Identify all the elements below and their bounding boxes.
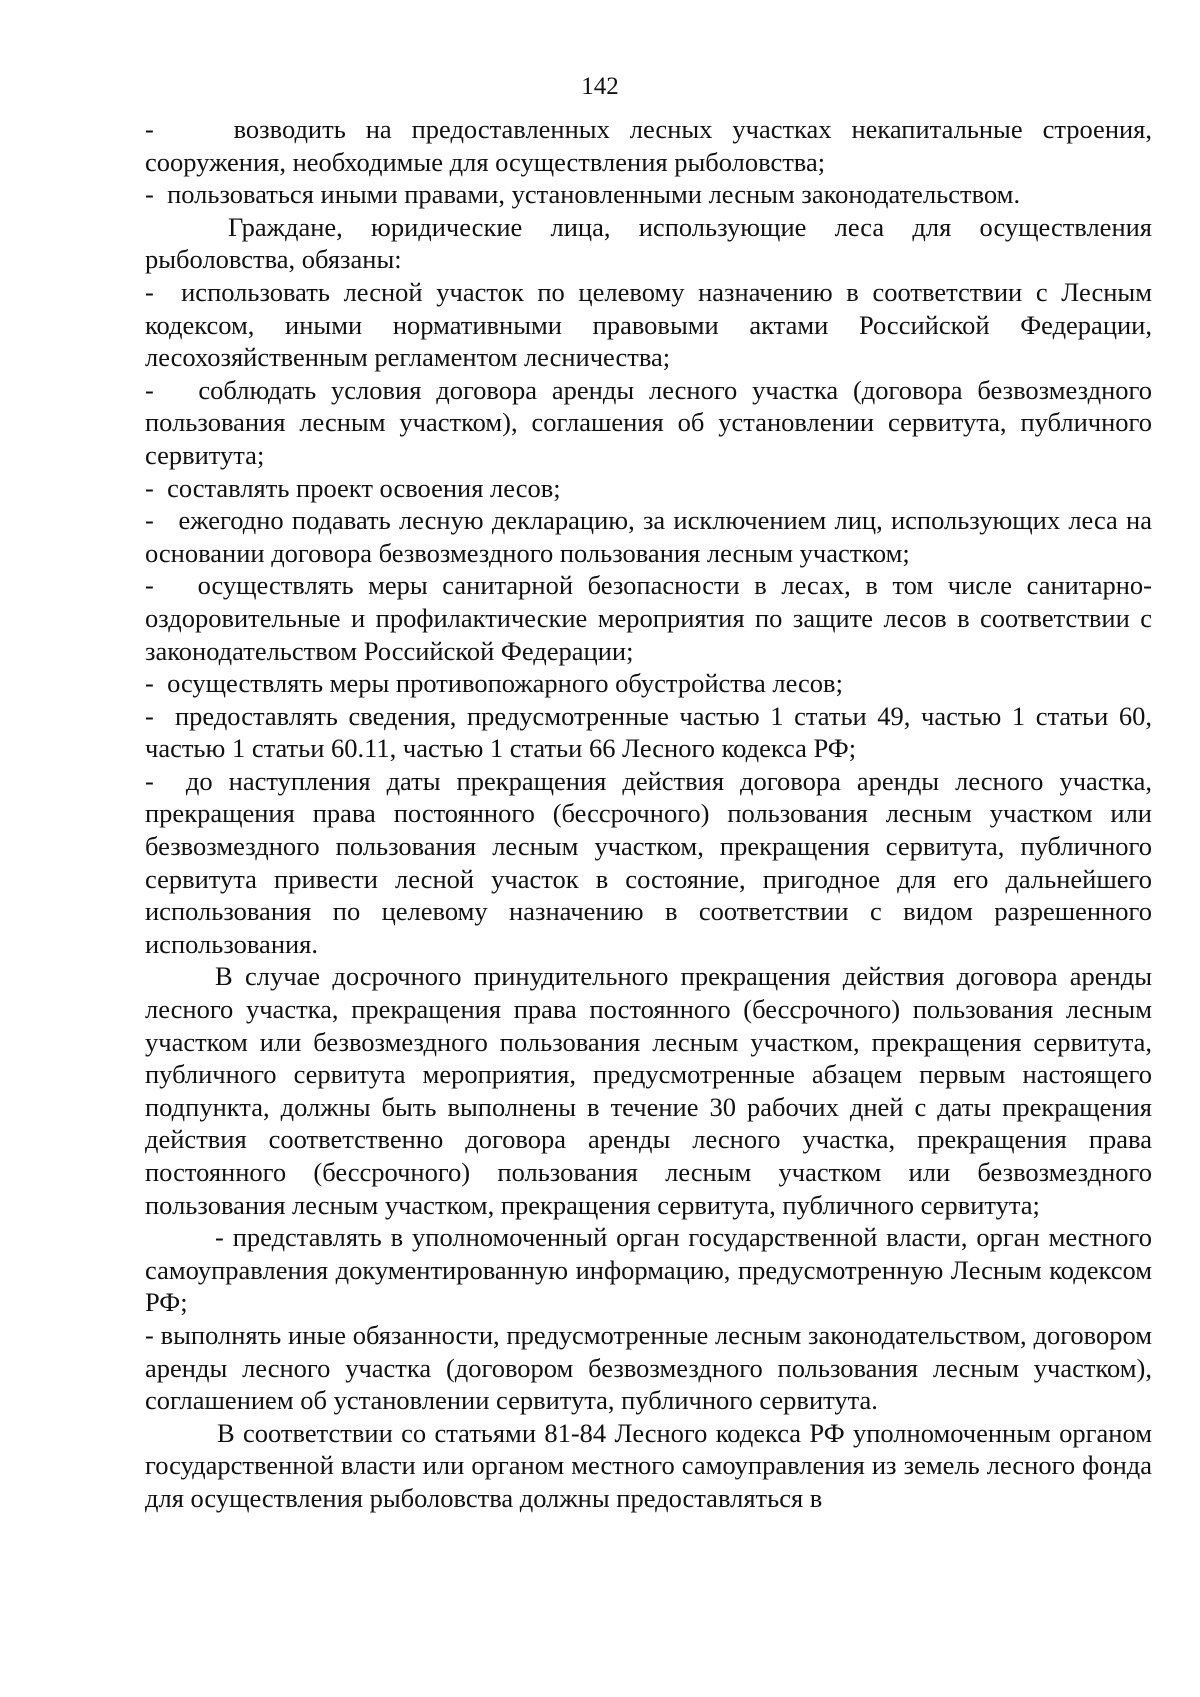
- paragraph-early-termination: В случае досрочного принудительного прекращения действия договора аренды лесного участка, прекращения права постоянного (бессрочного) пользования лесным участком или безвозмездного пользования лесным участком, прекращения сервитута, публичного сервитута мероприятия, предусмотренные абзацем первым настоящего подпункта, должны быть выполнены в течение 30 рабочих дней с даты прекращения действия соответственно договора аренды лесного участка, прекращения права постоянного (бессрочного) пользования лесным участком или безвозмездного пользования лесным участком, прекращения сервитута, публичного сервитута;: [145, 961, 1152, 1220]
- paragraph-obligation-restore-plot: - до наступления даты прекращения действия договора аренды лесного участка, прекращения права постоянного (бессрочного) пользования лесным участком или безвозмездного пользования лесным участком, прекращения сервитута, публичного сервитута привести лесной участок в состояние, пригодное для его дальнейшего использования по целевому назначению в соответствии с видом разрешенного использования.: [145, 765, 1159, 959]
- paragraph-right-other: - пользоваться иными правами, установленными лесным законодательством.: [145, 179, 1021, 210]
- paragraph-obligation-sanitary: - осуществлять меры санитарной безопасности в лесах, в том числе санитарно-оздоровительные и профилактические мероприятия по защите лесов в соответствии с законодательством Российской Федерации;: [145, 570, 1159, 666]
- paragraph-obligations-intro: Граждане, юридические лица, использующие леса для осуществления рыболовства, обязаны:: [145, 211, 1152, 275]
- paragraph-obligation-project: - составлять проект освоения лесов;: [145, 472, 561, 503]
- paragraph-obligation-use-plot: - использовать лесной участок по целевому назначению в соответствии с Лесным кодексом, иными нормативными правовыми актами Российской Федерации, лесохозяйственным регламентом лесничества;: [145, 276, 1159, 373]
- paragraph-obligation-other: - выполнять иные обязанности, предусмотренные лесным законодательством, договором аренды лесного участка (договором безвозмездного пользования лесным участком), соглашением об установлении сервитута, публичного сервитута.: [145, 1319, 1152, 1416]
- paragraph-obligation-documented-info: - представлять в уполномоченный орган государственной власти, орган местного самоуправления документированную информацию, предусмотренную Лесным кодексом РФ;: [145, 1222, 1152, 1318]
- paragraph-right-build-structures: - возводить на предоставленных лесных участках некапитальные строения, сооружения, необходимые для осуществления рыболовства;: [145, 114, 1159, 177]
- paragraph-obligation-contract-terms: - соблюдать условия договора аренды лесного участка (договора безвозмездного пользования лесным участком), соглашения об установлении сервитута, публичного сервитута;: [145, 374, 1159, 470]
- paragraph-obligation-information: - предоставлять сведения, предусмотренные частью 1 статьи 49, частью 1 статьи 60, частью 1 статьи 60.11, частью 1 статьи 66 Лесного кодекса РФ;: [145, 700, 1159, 764]
- paragraph-obligation-declaration: - ежегодно подавать лесную декларацию, за исключением лиц, использующих леса на основании договора безвозмездного пользования лесным участком;: [145, 505, 1159, 568]
- document-body: [145, 113, 1159, 1515]
- page-number: 142: [581, 73, 619, 100]
- paragraph-articles-81-84: В соответствии со статьями 81-84 Лесного кодекса РФ уполномоченным органом государственной власти или органом местного самоуправления из земель лесного фонда для осуществления рыболовства должны предоставляться в: [145, 1417, 1152, 1513]
- paragraph-obligation-fire: - осуществлять меры противопожарного обустройства лесов;: [145, 668, 843, 699]
